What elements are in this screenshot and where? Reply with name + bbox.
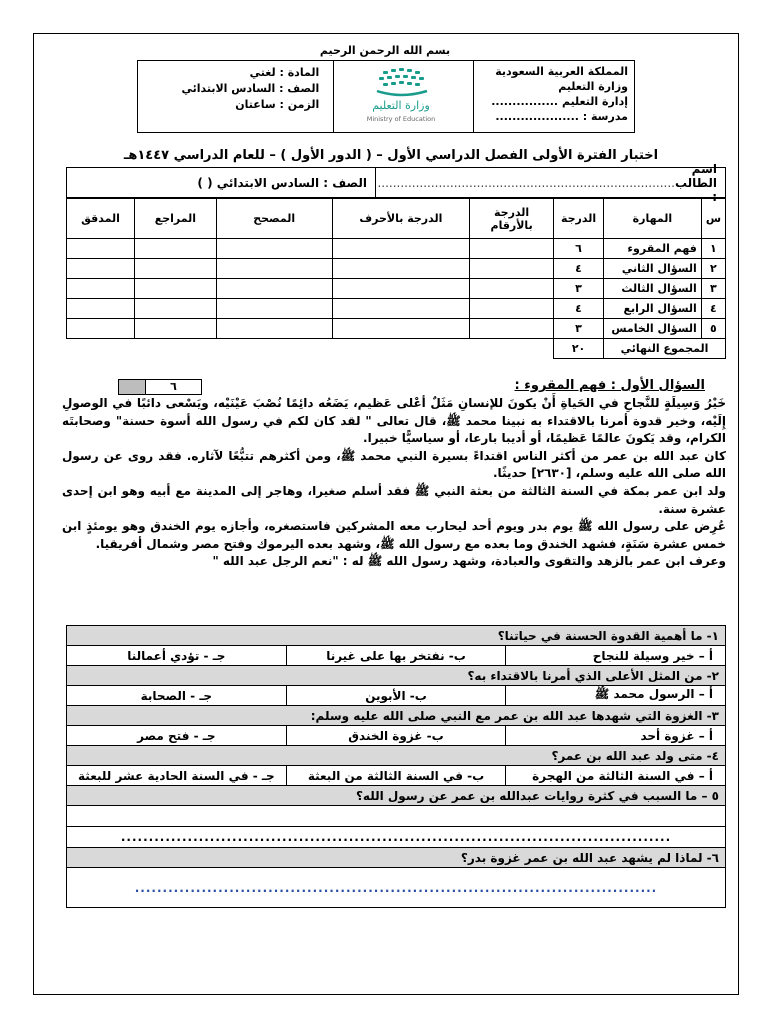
row-skill: السؤال الثاني xyxy=(604,259,702,279)
student-name-dots: .............................................................................. xyxy=(377,175,675,190)
row-no: ٣ xyxy=(701,279,725,299)
table-row xyxy=(67,239,726,259)
grade-table xyxy=(66,198,726,359)
cell-letters[interactable] xyxy=(332,319,470,339)
col-score: الدرجة xyxy=(554,199,604,239)
q1-score-blank[interactable] xyxy=(119,380,145,394)
cell-corrector[interactable] xyxy=(216,299,332,319)
options-row xyxy=(67,766,726,786)
answer-row xyxy=(67,868,726,908)
option-c[interactable]: جـ - تؤدي أعمالنا xyxy=(67,646,287,666)
exam-title: اختبار الفترة الأولى الفصل الدراسي الأول – ( الدور الأول ) – للعام الدراسي ١٤٤٧هـ xyxy=(123,148,659,163)
table-row xyxy=(67,319,726,339)
option-c[interactable]: جـ - فتح مصر xyxy=(67,726,287,746)
row-no: ١ xyxy=(701,239,725,259)
answer-blank[interactable] xyxy=(67,806,726,827)
options-row xyxy=(67,726,726,746)
reading-passage xyxy=(62,395,726,571)
row-skill: السؤال الثالث xyxy=(604,279,702,299)
option-c[interactable]: جـ - في السنة الحادية عشر للبعثة xyxy=(67,766,287,786)
cell-reviewer[interactable] xyxy=(134,319,216,339)
cell-digits[interactable] xyxy=(470,239,554,259)
row-skill: فهم المقروء xyxy=(604,239,702,259)
row-no: ٢ xyxy=(701,259,725,279)
cell-digits[interactable] xyxy=(470,319,554,339)
grade-label: الصف : السادس الابتدائي xyxy=(181,82,320,95)
time-label: الزمن : ساعتان xyxy=(235,98,320,111)
q1-heading: السؤال الأول : فهم المقروء : xyxy=(514,378,705,393)
table-row xyxy=(67,259,726,279)
q1-score-box xyxy=(118,379,202,395)
col-no: س xyxy=(701,199,725,239)
cell-digits[interactable] xyxy=(470,279,554,299)
cell-corrector[interactable] xyxy=(216,279,332,299)
cell-auditor[interactable] xyxy=(67,259,135,279)
row-no: ٤ xyxy=(701,299,725,319)
passage-paragraph: كان عبد الله بن عمر من أكثر الناس اقتداءً بسيرة النبي محمد ﷺ، ومن أكثرهم تتبُّعًا لآثاره. فقد روى عن رسول الله صلى الله عليه وسلم، [٢٦٣٠] حديثًا. xyxy=(62,448,726,481)
education-admin-label: إدارة التعليم ................ xyxy=(491,95,628,108)
col-corrector: المصحح xyxy=(216,199,332,239)
ministry-logo xyxy=(333,61,472,132)
question-text: ١- ما أهمية القدوة الحسنة في حياتنا؟ xyxy=(67,626,726,646)
total-row xyxy=(67,339,726,359)
cell-auditor[interactable] xyxy=(67,239,135,259)
answer-line[interactable] xyxy=(67,868,726,908)
row-score: ٤ xyxy=(554,259,604,279)
header-right xyxy=(473,61,634,132)
questions-table xyxy=(66,625,726,908)
row-score: ٣ xyxy=(554,319,604,339)
question-row xyxy=(67,746,726,766)
option-a[interactable]: أ – في السنة الثالثة من الهجرة xyxy=(506,766,726,786)
passage-paragraph: خَيْرُ وَسِيلَةٍ للنَّجاحِ في الحَياةِ أَنْ يكونَ للإنسانِ مَثَلٌ أعْلى عَظيم، يَضَعُه دائِمًا نُصْبَ عَيْنَيْه، ويَسْعى دائبًا في الوصولِ إِلَيْه، وخير قدوة أمرنا بالاقتداء به نبينا محمد ﷺ، قال تعالى " لقد كان لكم في رسول الله أسوة حسنة" وصحابتَه الكرام، وقد يَكونَ عالمًا عَظيمًا، أو أديبا بارعا، أو سياسيًّا خبيرا. xyxy=(62,396,726,446)
cell-reviewer[interactable] xyxy=(134,279,216,299)
cell-digits[interactable] xyxy=(470,299,554,319)
question-text: ٢- من المثل الأعلى الذي أمرنا بالاقتداء به؟ xyxy=(67,666,726,686)
row-score: ٤ xyxy=(554,299,604,319)
row-skill: السؤال الخامس xyxy=(604,319,702,339)
option-c[interactable]: جـ - الصحابة xyxy=(67,686,287,706)
option-a[interactable]: أ – الرسول محمد ﷺ xyxy=(506,686,726,706)
question-row xyxy=(67,848,726,868)
col-score-letters: الدرجة بالأحرف xyxy=(332,199,470,239)
student-name-label: اسم الطالب : xyxy=(674,161,717,204)
option-b[interactable]: ب- غزوة الخندق xyxy=(286,726,506,746)
row-score: ٣ xyxy=(554,279,604,299)
total-label: المجموع النهائي xyxy=(604,339,726,359)
cell-corrector[interactable] xyxy=(216,259,332,279)
total-row-spacer xyxy=(67,339,554,359)
question-text: ٣- الغزوة التي شهدها عبد الله بن عمر مع النبي صلى الله عليه وسلم: xyxy=(67,706,726,726)
header-left xyxy=(138,61,333,132)
option-b[interactable]: ب- نفتخر بها على غيرنا xyxy=(286,646,506,666)
passage-paragraph: وعرف ابن عمر بالزهد والتقوى والعبادة، وشهد رسول الله ﷺ له : "نعم الرجل عبد الله " xyxy=(212,554,726,569)
svg-text:Ministry of Education: Ministry of Education xyxy=(367,114,436,123)
cell-auditor[interactable] xyxy=(67,299,135,319)
answer-row xyxy=(67,806,726,827)
option-b[interactable]: ب- الأبوين xyxy=(286,686,506,706)
row-skill: السؤال الرابع xyxy=(604,299,702,319)
question-text: ٦- لماذا لم يشهد عبد الله بن عمر غزوة بدر؟ xyxy=(67,848,726,868)
cell-letters[interactable] xyxy=(332,279,470,299)
options-row xyxy=(67,646,726,666)
col-skill: المهارة xyxy=(604,199,702,239)
cell-reviewer[interactable] xyxy=(134,239,216,259)
question-row xyxy=(67,626,726,646)
passage-paragraph: ولد ابن عمر بمكة في السنة الثالثة من بعثة النبي ﷺ فقد أسلم صغيرا، وهاجر إلى المدينة مع أبيه وهو ابن إحدى عشرة سنة. xyxy=(62,483,726,516)
table-row xyxy=(67,299,726,319)
total-score: ٢٠ xyxy=(554,339,604,359)
cell-corrector[interactable] xyxy=(216,319,332,339)
class-cell[interactable] xyxy=(67,168,375,197)
cell-letters[interactable] xyxy=(332,299,470,319)
options-row xyxy=(67,686,726,706)
answer-dots: .............................................................................................. xyxy=(134,880,658,895)
cell-reviewer[interactable] xyxy=(134,259,216,279)
ministry-logo-icon xyxy=(343,65,463,129)
answer-row xyxy=(67,827,726,848)
question-row xyxy=(67,666,726,686)
kingdom-label: المملكة العربية السعودية xyxy=(495,65,628,78)
option-b[interactable]: ب- في السنة الثالثة من البعثة xyxy=(286,766,506,786)
student-info-box xyxy=(66,161,726,204)
ministry-label: وزارة التعليم xyxy=(558,80,628,93)
answer-line[interactable] xyxy=(67,827,726,848)
question-text: ٥ – ما السبب في كثرة روايات عبدالله بن عمر عن رسول الله؟ xyxy=(67,786,726,806)
col-score-digits: الدرجة بالأرقام xyxy=(470,199,554,239)
student-name-cell[interactable] xyxy=(375,161,725,204)
cell-auditor[interactable] xyxy=(67,319,135,339)
cell-letters[interactable] xyxy=(332,259,470,279)
basmala: بسم الله الرحمن الرحيم xyxy=(319,44,451,57)
row-no: ٥ xyxy=(701,319,725,339)
question-text: ٤- متى ولد عبد الله بن عمر؟ xyxy=(67,746,726,766)
table-row xyxy=(67,279,726,299)
cell-digits[interactable] xyxy=(470,259,554,279)
question-row xyxy=(67,786,726,806)
answer-dots: ................................................................................................... xyxy=(120,830,672,844)
cell-letters[interactable] xyxy=(332,239,470,259)
svg-text:وزارة التعليم: وزارة التعليم xyxy=(372,98,431,112)
cell-reviewer[interactable] xyxy=(134,299,216,319)
option-a[interactable]: أ – غزوة أحد xyxy=(506,726,726,746)
header-box xyxy=(137,60,635,133)
col-auditor: المدقق xyxy=(67,199,135,239)
subject-label: المادة : لغتي xyxy=(249,66,320,79)
q1-score: ٦ xyxy=(145,380,201,394)
class-label: الصف : السادس الابتدائي ( ) xyxy=(197,175,367,190)
grade-table-header xyxy=(67,199,726,239)
passage-paragraph: عُرِض على رسول الله ﷺ يوم بدر ويوم أحد ليحارب معه المشركين فاستصغره، وأجازه يوم الخندق وهو يومئذٍ ابن خمس عشرة سَنَةٍ، فشهد الخندق وما بعده مع رسول الله ﷺ، وشهد بعده اليرموك وفتح مصر وشمال أفريقيا. xyxy=(62,519,726,551)
row-score: ٦ xyxy=(554,239,604,259)
cell-corrector[interactable] xyxy=(216,239,332,259)
cell-auditor[interactable] xyxy=(67,279,135,299)
school-label: مدرسة : .................... xyxy=(495,110,628,123)
question-row xyxy=(67,706,726,726)
option-a[interactable]: أ – خير وسيلة للنجاح xyxy=(506,646,726,666)
col-reviewer: المراجع xyxy=(134,199,216,239)
